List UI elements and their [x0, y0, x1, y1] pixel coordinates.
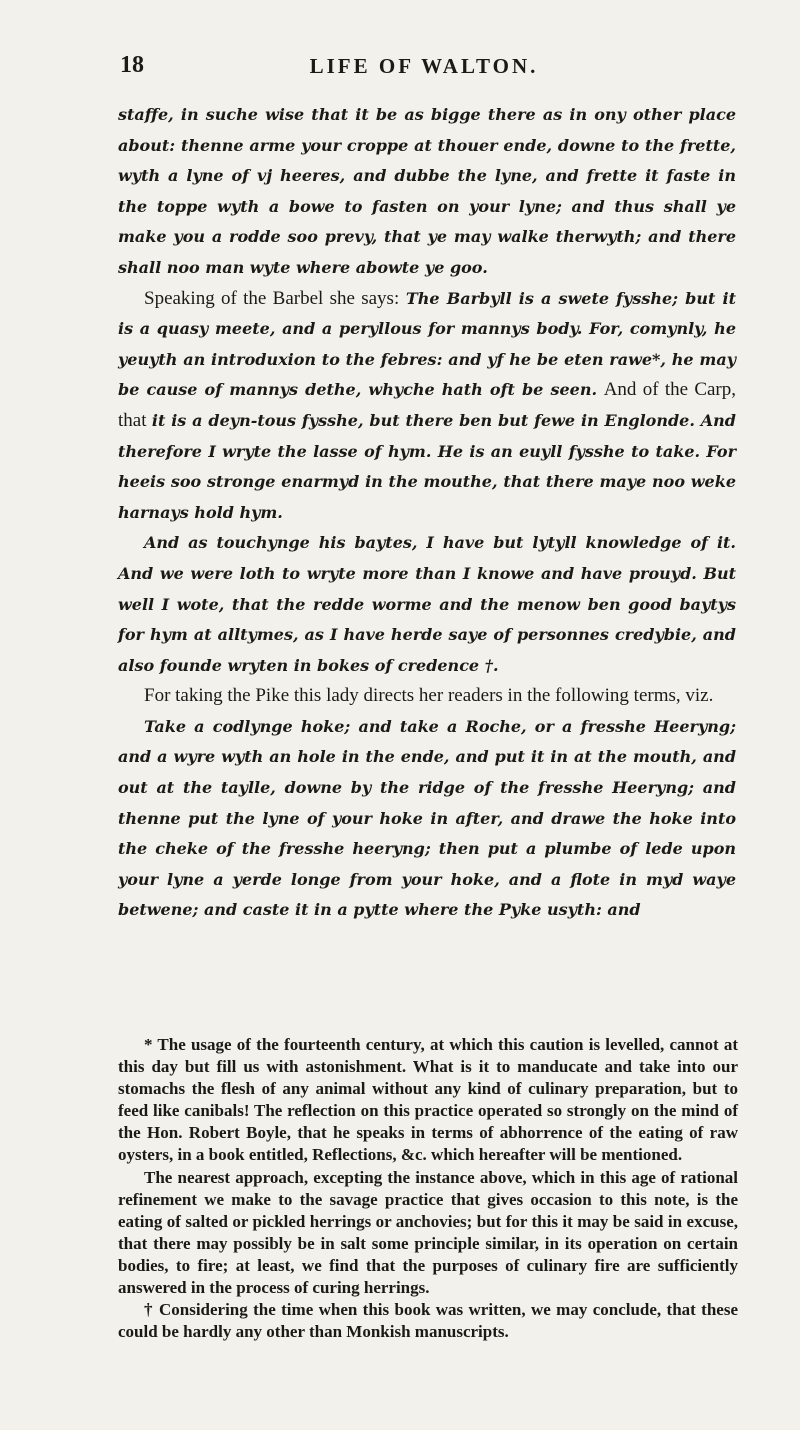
footnotes: [118, 1034, 738, 1343]
paragraph-barbel: [118, 284, 736, 529]
footnote-manuscripts: † Considering the time when this book was written, we may conclude, that these could be hardly any other than Monkish manuscripts.: [118, 1300, 738, 1342]
paragraph-pike: Take a codlynge hoke; and take a Roche, or a fresshe Heeryng; and a wyre wyth an hole in the ende, and put it in at the mouth, and out at the taylle, downe by the ridge of the fresshe Heeryng; and thenne put the lyne of your hoke in after, and drawe the hoke into the cheke of the fresshe heeryng; then put a plumbe of lede upon your lyne a yerde longe from your hoke, and a flote in myd waye betwene; and caste it in a pytte where the Pyke usyth: and: [118, 716, 736, 920]
main-text: [118, 100, 736, 926]
page-number: 18: [120, 52, 144, 78]
running-head: LIFE OF WALTON.: [309, 54, 539, 78]
barbel-intro: Speaking of the Barbel she says:: [144, 287, 400, 309]
paragraph-staffe: staffe, in suche wise that it be as bigge there as in ony other place about: thenne arme your croppe at thouer ende, downe to the frette, wyth a lyne of vj heeres, and dubbe the lyne, and frette it faste in the toppe wyth a bowe to fasten on your lyne; and thus shall ye make you a rodde soo prevy, that ye may walke therwyth; and there shall noo man wyte where abowte ye goo.: [118, 105, 736, 277]
page-header: [120, 52, 728, 92]
barbel-quote: The Barbyll is a swete fysshe; but it is a quasy meete, and a peryllous for mannys body. For, comynly, he yeuyth an introduxion to the febres: and yf he be eten rawe*, he may be cause of mannys dethe, whyche hath oft be seen.: [118, 288, 736, 400]
footnote-herrings: The nearest approach, excepting the instance above, which in this age of rational refinement we make to the savage practice that gives occasion to this note, is the eating of salted or pickled herrings or anchovies; but for this it may be said in excuse, that there may possibly be in salt some principle similar, in its operation on certain bodies, to fire; at least, we find that the purposes of culinary fire are sufficiently answered in the process of curing herrings.: [118, 1167, 738, 1298]
carp-intro: And of the Carp, that: [118, 379, 737, 431]
carp-quote: it is a deyn-tous fysshe, but there ben but fewe in Englonde. And therefore I wryte the lasse of hym. He is an euyll fysshe to take. For heeis soo stronge enarmyd in the mouthe, that there maye noo weke harnays hold hym.: [118, 410, 736, 522]
paragraph-baytes: And as touchynge his baytes, I have but lytyll knowledge of it. And we were loth to wryte more than I knowe and have prouyd. But well I wote, that the redde worme and the menow ben good baytys for hym at alltymes, as I have herde saye of personnes credybie, and also founde wryten in bokes of credence †.: [118, 533, 736, 675]
paragraph-pike-intro: For taking the Pike this lady directs her readers in the following terms, viz.: [144, 685, 714, 707]
footnote-raw-flesh: * The usage of the fourteenth century, at which this caution is levelled, cannot at this day but fill us with astonishment. What is it to manducate and take into our stomachs the flesh of any animal without any kind of culinary preparation, but to feed like canibals! The reflection on this practice operated so strongly on the mind of the Hon. Robert Boyle, that he speaks in terms of abhorrence of the eating of raw oysters, in a book entitled, Reflections, &c. which hereafter will be mentioned.: [118, 1035, 738, 1165]
